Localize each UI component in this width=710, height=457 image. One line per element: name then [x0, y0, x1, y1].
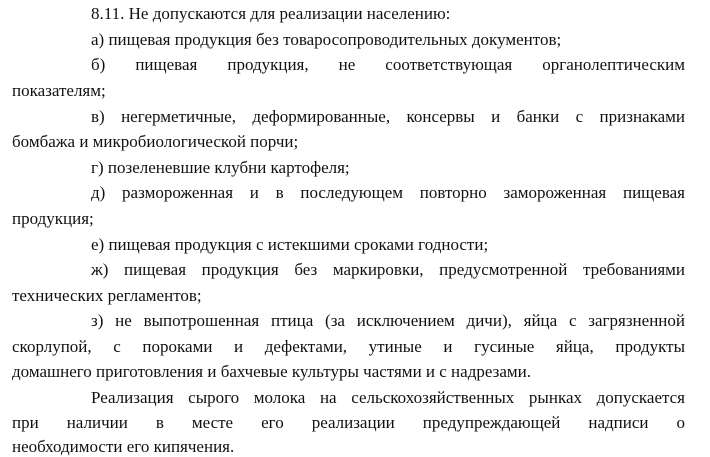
milk-paragraph-line2: при наличии в месте его реализации предупреждающей надписи о — [12, 413, 685, 432]
item-v-line1: в) негерметичные, деформированные, консервы и банки с признаками — [91, 107, 685, 126]
item-b-line1: б) пищевая продукция, не соответствующая органолептическим — [91, 55, 685, 74]
cut-off-previous-line — [150, 0, 270, 1]
milk-paragraph-line3: необходимости его кипячения. — [12, 437, 235, 456]
milk-paragraph-line1: Реализация сырого молока на сельскохозяйственных рынках допускается — [91, 388, 685, 407]
item-g: г) позеленевшие клубни картофеля; — [91, 158, 350, 177]
item-e: е) пищевая продукция с истекшими сроками годности; — [91, 235, 489, 254]
item-zh-line1: ж) пищевая продукция без маркировки, предусмотренной требованиями — [91, 260, 685, 279]
item-d-line1: д) размороженная и в последующем повторно замороженная пищевая — [91, 183, 685, 202]
item-d-line2: продукция; — [12, 209, 94, 228]
item-z-line2: скорлупой, с пороками и дефектами, утиные и гусиные яйца, продукты — [12, 337, 685, 356]
item-b-line2: показателям; — [12, 81, 106, 100]
clause-heading: 8.11. Не допускаются для реализации населению: — [91, 4, 451, 23]
item-z-line3: домашнего приготовления и бахчевые культуры частями и с надрезами. — [12, 362, 531, 381]
item-z-line1: з) не выпотрошенная птица (за исключением дичи), яйца с загрязненной — [91, 311, 685, 330]
item-zh-line2: технических регламентов; — [12, 286, 202, 305]
item-a: а) пищевая продукция без товаросопроводительных документов; — [91, 30, 562, 49]
item-v-line2: бомбажа и микробиологической порчи; — [12, 132, 299, 151]
